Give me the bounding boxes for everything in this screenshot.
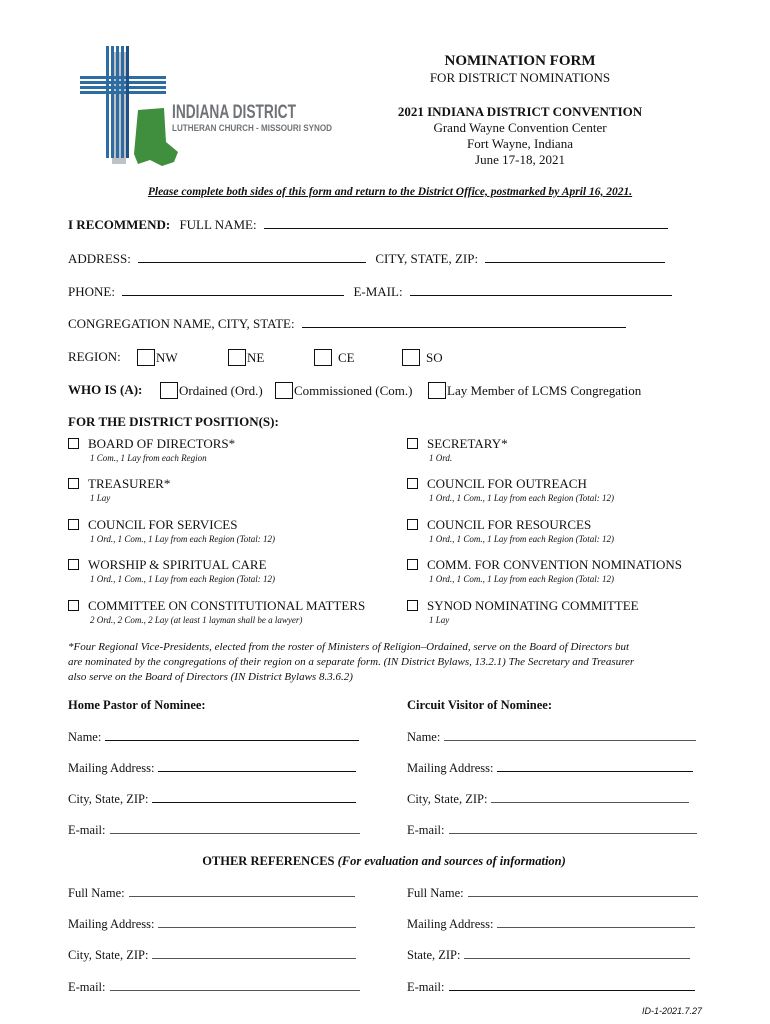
position-note: 2 Ord., 2 Com., 2 Lay (at least 1 layman shall be a lawyer) — [90, 615, 303, 625]
pastor-email-row — [68, 822, 360, 838]
logo-text-line1: INDIANA DISTRICT — [172, 102, 297, 123]
ref1-city-row — [68, 947, 356, 963]
ref2-city-field[interactable] — [464, 947, 690, 959]
position-note: 1 Ord., 1 Com., 1 Lay from each Region (Total: 12) — [90, 574, 275, 584]
position-checkbox[interactable] — [68, 478, 79, 489]
position-comm-convention-nominations[interactable] — [407, 557, 682, 584]
region-option-ce[interactable] — [314, 349, 355, 366]
position-title: TREASURER* — [88, 476, 171, 491]
who-is-lay-member[interactable] — [428, 382, 641, 399]
position-treasurer[interactable] — [68, 476, 170, 503]
visitor-mailing-row — [407, 760, 693, 776]
region-checkbox[interactable] — [137, 349, 155, 366]
recommend-label: I RECOMMEND: — [68, 217, 171, 232]
ref2-email-label: E-mail: — [407, 980, 445, 994]
position-worship-spiritual-care[interactable] — [68, 557, 275, 584]
visitor-name-row — [407, 729, 696, 745]
position-title: COUNCIL FOR OUTREACH — [427, 476, 587, 491]
pastor-email-field[interactable] — [110, 822, 360, 834]
circuit-visitor-heading: Circuit Visitor of Nominee: — [407, 698, 553, 712]
ref1-email-row — [68, 979, 360, 995]
position-checkbox[interactable] — [68, 438, 79, 449]
references-heading — [68, 854, 700, 869]
ref2-name-field[interactable] — [468, 885, 698, 897]
home-pastor-heading: Home Pastor of Nominee: — [68, 698, 206, 712]
instructions: Please complete both sides of this form and return to the District Office, postmarked by April 16, 2021. — [147, 186, 633, 198]
ref2-name-label: Full Name: — [407, 886, 464, 900]
venue-city: Fort Wayne, Indiana — [467, 136, 573, 151]
visitor-name-field[interactable] — [444, 729, 696, 741]
form-subtitle: FOR DISTRICT NOMINATIONS — [429, 70, 611, 85]
position-checkbox[interactable] — [407, 519, 418, 530]
position-title: BOARD OF DIRECTORS* — [88, 436, 236, 451]
position-title: COUNCIL FOR SERVICES — [88, 517, 238, 532]
position-synod-nominating[interactable] — [407, 598, 639, 625]
email-field[interactable] — [410, 284, 672, 296]
ref1-email-field[interactable] — [110, 979, 360, 991]
position-checkbox[interactable] — [68, 559, 79, 570]
position-title: WORSHIP & SPIRITUAL CARE — [88, 557, 267, 572]
ref2-mailing-label: Mailing Address: — [407, 917, 494, 931]
footnote-line: *Four Regional Vice-Presidents, elected from the roster of Ministers of Religion–Ordained, serve on the Board of Directors but — [68, 641, 630, 653]
congregation-field[interactable] — [302, 316, 626, 328]
pastor-name-row — [68, 729, 359, 745]
who-is-checkbox[interactable] — [275, 382, 293, 399]
who-is-checkbox[interactable] — [428, 382, 446, 399]
ref1-name-field[interactable] — [129, 885, 355, 897]
ref1-city-label: City, State, ZIP: — [68, 948, 149, 962]
ref1-mailing-row — [68, 916, 356, 932]
visitor-mailing-label: Mailing Address: — [407, 761, 494, 775]
address-field[interactable] — [138, 251, 366, 263]
indiana-district-logo — [76, 42, 336, 172]
position-checkbox[interactable] — [68, 519, 79, 530]
phone-label: PHONE: — [68, 284, 115, 299]
visitor-name-label: Name: — [407, 730, 441, 744]
ref2-name-row — [407, 885, 698, 901]
region-option-ne[interactable] — [228, 349, 264, 366]
position-title: SECRETARY* — [427, 436, 508, 451]
position-note: 1 Ord. — [429, 453, 453, 463]
venue: Grand Wayne Convention Center — [433, 120, 607, 135]
city-state-zip-label: CITY, STATE, ZIP: — [375, 251, 479, 266]
region-checkbox[interactable] — [228, 349, 246, 366]
ref1-email-label: E-mail: — [68, 980, 106, 994]
position-council-for-outreach[interactable] — [407, 476, 614, 503]
region-checkbox[interactable] — [314, 349, 332, 366]
form-title: NOMINATION FORM — [444, 53, 596, 69]
region-option-so[interactable] — [402, 349, 443, 366]
position-checkbox[interactable] — [407, 438, 418, 449]
ref2-mailing-row — [407, 916, 695, 932]
convention-dates: June 17-18, 2021 — [475, 152, 565, 167]
position-checkbox[interactable] — [407, 478, 418, 489]
ref1-name-label: Full Name: — [68, 886, 125, 900]
region-checkbox[interactable] — [402, 349, 420, 366]
pastor-name-field[interactable] — [105, 729, 359, 741]
ref2-city-row — [407, 947, 690, 963]
position-checkbox[interactable] — [407, 600, 418, 611]
references-heading-italic: (For evaluation and sources of information) — [337, 854, 566, 868]
region-option-label: NE — [247, 350, 265, 365]
pastor-mailing-label: Mailing Address: — [68, 761, 155, 775]
visitor-city-label: City, State, ZIP: — [407, 792, 488, 806]
position-title: SYNOD NOMINATING COMMITTEE — [427, 598, 639, 613]
visitor-email-label: E-mail: — [407, 823, 445, 837]
pastor-city-label: City, State, ZIP: — [68, 792, 149, 806]
position-note: 1 Ord., 1 Com., 1 Lay from each Region (Total: 12) — [90, 534, 275, 544]
visitor-email-row — [407, 822, 697, 838]
footnote-line: are nominated by the congregations of their region on a separate form. (IN District Bylaws, 13.2.1) The Secretary and Treasurer — [68, 656, 635, 668]
ref2-city-label: State, ZIP: — [407, 948, 461, 962]
position-board-of-directors[interactable] — [68, 436, 235, 463]
ref1-mailing-field[interactable] — [158, 916, 356, 928]
position-title: COUNCIL FOR RESOURCES — [427, 517, 592, 532]
position-title: COMM. FOR CONVENTION NOMINATIONS — [427, 557, 682, 572]
position-checkbox[interactable] — [68, 600, 79, 611]
pastor-mailing-field[interactable] — [158, 760, 356, 772]
pastor-email-label: E-mail: — [68, 823, 106, 837]
who-is-option-label: Lay Member of LCMS Congregation — [447, 383, 642, 398]
position-council-for-resources[interactable] — [407, 517, 614, 544]
region-option-label: SO — [426, 350, 443, 365]
visitor-mailing-field[interactable] — [497, 760, 693, 772]
region-option-label: CE — [338, 350, 355, 365]
full-name-field[interactable] — [264, 217, 668, 229]
positions-heading: FOR THE DISTRICT POSITION(S): — [68, 414, 279, 429]
city-state-zip-field[interactable] — [485, 251, 665, 263]
position-note: 1 Com., 1 Lay from each Region — [90, 453, 207, 463]
ref1-mailing-label: Mailing Address: — [68, 917, 155, 931]
position-council-for-services[interactable] — [68, 517, 275, 544]
who-is-option-label: Ordained (Ord.) — [179, 383, 263, 398]
full-name-label: FULL NAME: — [179, 217, 257, 232]
visitor-email-field[interactable] — [449, 822, 697, 834]
position-secretary[interactable] — [407, 436, 508, 463]
phone-field[interactable] — [122, 284, 344, 296]
full-name-row — [68, 217, 668, 233]
region-option-nw[interactable] — [137, 349, 178, 366]
who-is-label: WHO IS (A): — [68, 382, 143, 397]
congregation-label: CONGREGATION NAME, CITY, STATE: — [68, 316, 295, 331]
region-label: REGION: — [68, 349, 121, 364]
footnote-line: also serve on the Board of Directors (IN District Bylaws 8.3.6.2) — [68, 671, 353, 683]
who-is-option-label: Commissioned (Com.) — [294, 383, 413, 398]
pastor-mailing-row — [68, 760, 356, 776]
position-title: COMMITTEE ON CONSTITUTIONAL MATTERS — [88, 598, 366, 613]
position-note: 1 Ord., 1 Com., 1 Lay from each Region (Total: 12) — [429, 534, 614, 544]
footnote — [68, 640, 634, 685]
position-constitutional-matters[interactable] — [68, 598, 365, 625]
position-note: 1 Lay — [90, 493, 111, 503]
logo-text-line2: LUTHERAN CHURCH - MISSOURI SYNOD — [172, 123, 333, 134]
congregation-row — [68, 316, 626, 332]
references-heading-bold: OTHER REFERENCES — [202, 854, 335, 868]
convention-title: 2021 INDIANA DISTRICT CONVENTION — [397, 104, 643, 119]
visitor-city-row — [407, 791, 689, 807]
visitor-city-field[interactable] — [491, 791, 689, 803]
region-option-label: NW — [156, 350, 178, 365]
position-note: 1 Ord., 1 Com., 1 Lay from each Region (Total: 12) — [429, 493, 614, 503]
email-label: E-MAIL: — [353, 284, 403, 299]
ref2-email-row — [407, 979, 695, 995]
pastor-city-field[interactable] — [152, 791, 356, 803]
ref2-email-field[interactable] — [449, 979, 695, 991]
who-is-ordained[interactable] — [160, 382, 263, 399]
address-row — [68, 251, 665, 267]
ref2-mailing-field[interactable] — [497, 916, 695, 928]
pastor-name-label: Name: — [68, 730, 102, 744]
position-note: 1 Lay — [429, 615, 450, 625]
address-label: ADDRESS: — [68, 251, 131, 266]
form-id: ID-1-2021.7.27 — [642, 1006, 703, 1016]
position-checkbox[interactable] — [407, 559, 418, 570]
ref1-name-row — [68, 885, 355, 901]
who-is-checkbox[interactable] — [160, 382, 178, 399]
ref1-city-field[interactable] — [152, 947, 356, 959]
pastor-city-row — [68, 791, 356, 807]
who-is-commissioned[interactable] — [275, 382, 412, 399]
position-note: 1 Ord., 1 Com., 1 Lay from each Region (Total: 12) — [429, 574, 614, 584]
phone-row — [68, 284, 672, 300]
